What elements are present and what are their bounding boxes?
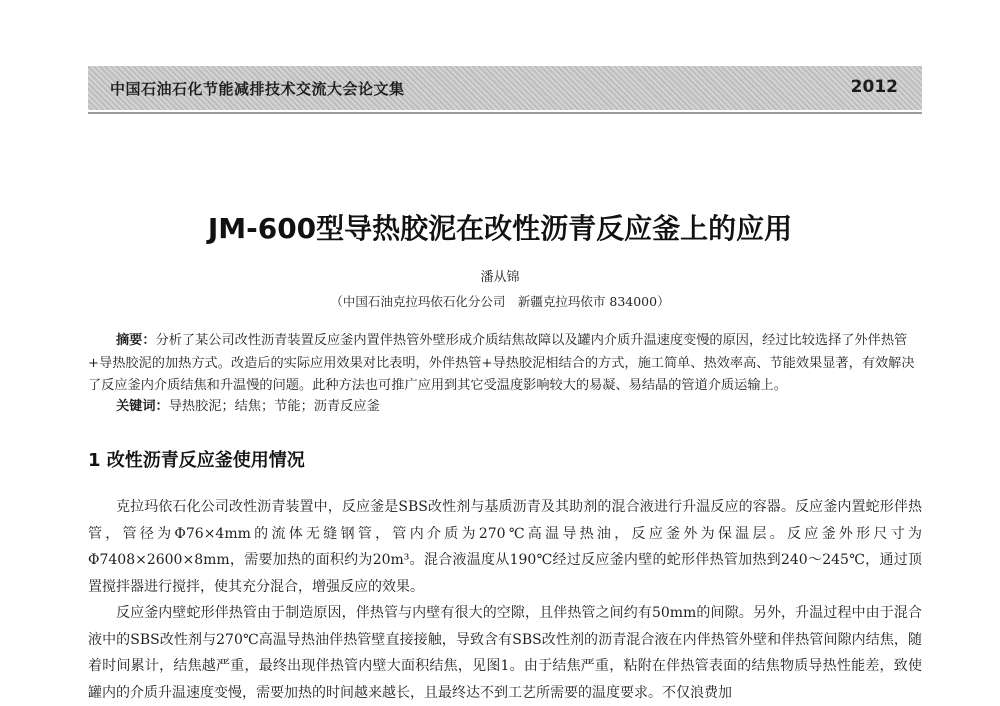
year-label: 2012 <box>850 77 898 97</box>
keywords-text: 导热胶泥；结焦；节能；沥青反应釜 <box>168 399 380 414</box>
keywords <box>88 396 922 418</box>
body-paragraph: 反应釜内壁蛇形伴热管由于制造原因，伴热管与内壁有很大的空隙，且伴热管之间约有50mm的间隙。另外，升温过程中由于混合液中的SBS改性剂与270℃高温导热油伴热管壁直接接触，导致含有SBS改性剂的沥青混合液在内伴热管外壁和伴热管间隙内结焦，随着时间累计，结焦越严重，最终出现伴热管内壁大面积结焦，见图1。由于结焦严重，粘附在伴热管表面的结焦物质导热性能差，致使罐内的介质升温速度变慢，需要加热的时间越来越长，且最终达不到工艺所需要的温度要求。不仅浪费加 <box>88 605 922 701</box>
author-name: 潘从锦 <box>480 270 520 285</box>
journal-title: 中国石油石化节能减排技术交流大会论文集 <box>110 80 405 98</box>
running-header <box>88 66 922 110</box>
section-heading: 1 改性沥青反应釜使用情况 <box>88 450 305 471</box>
abstract-text: 分析了某公司改性沥青装置反应釜内置伴热管外壁形成介质结焦故障以及罐内介质升温速度变慢的原因，经过比较选择了外伴热管+导热胶泥的加热方式。改造后的实际应用效果对比表明，外伴热管+导热胶泥相结合的方式，施工简单、热效率高、节能效果显著，有效解决了反应釜内介质结焦和升温慢的问题。此种方法也可推广应用到其它受温度影响较大的易凝、易结晶的管道介质运输上。 <box>88 333 915 393</box>
paper-title: JM-600型导热胶泥在改性沥青反应釜上的应用 <box>207 212 793 245</box>
author-affiliation: （中国石油克拉玛依石化分公司 新疆克拉玛依市 834000） <box>330 294 670 309</box>
body-paragraph: 克拉玛依石化公司改性沥青装置中，反应釜是SBS改性剂与基质沥青及其助剂的混合液进行升温反应的容器。反应釜内置蛇形伴热管，管径为Φ76×4mm的流体无缝钢管，管内介质为270℃高温导热油，反应釜外为保温层。反应釜外形尺寸为Φ7408×2600×8mm，需要加热的面积约为20m³。混合液温度从190℃经过反应釜内壁的蛇形伴热管加热到240～245℃，通过顶置搅拌器进行搅拌，使其充分混合，增强反应的效果。 <box>88 499 922 595</box>
keywords-label: 关键词： <box>116 399 169 414</box>
abstract-label: 摘要： <box>116 333 156 348</box>
abstract <box>88 330 922 398</box>
